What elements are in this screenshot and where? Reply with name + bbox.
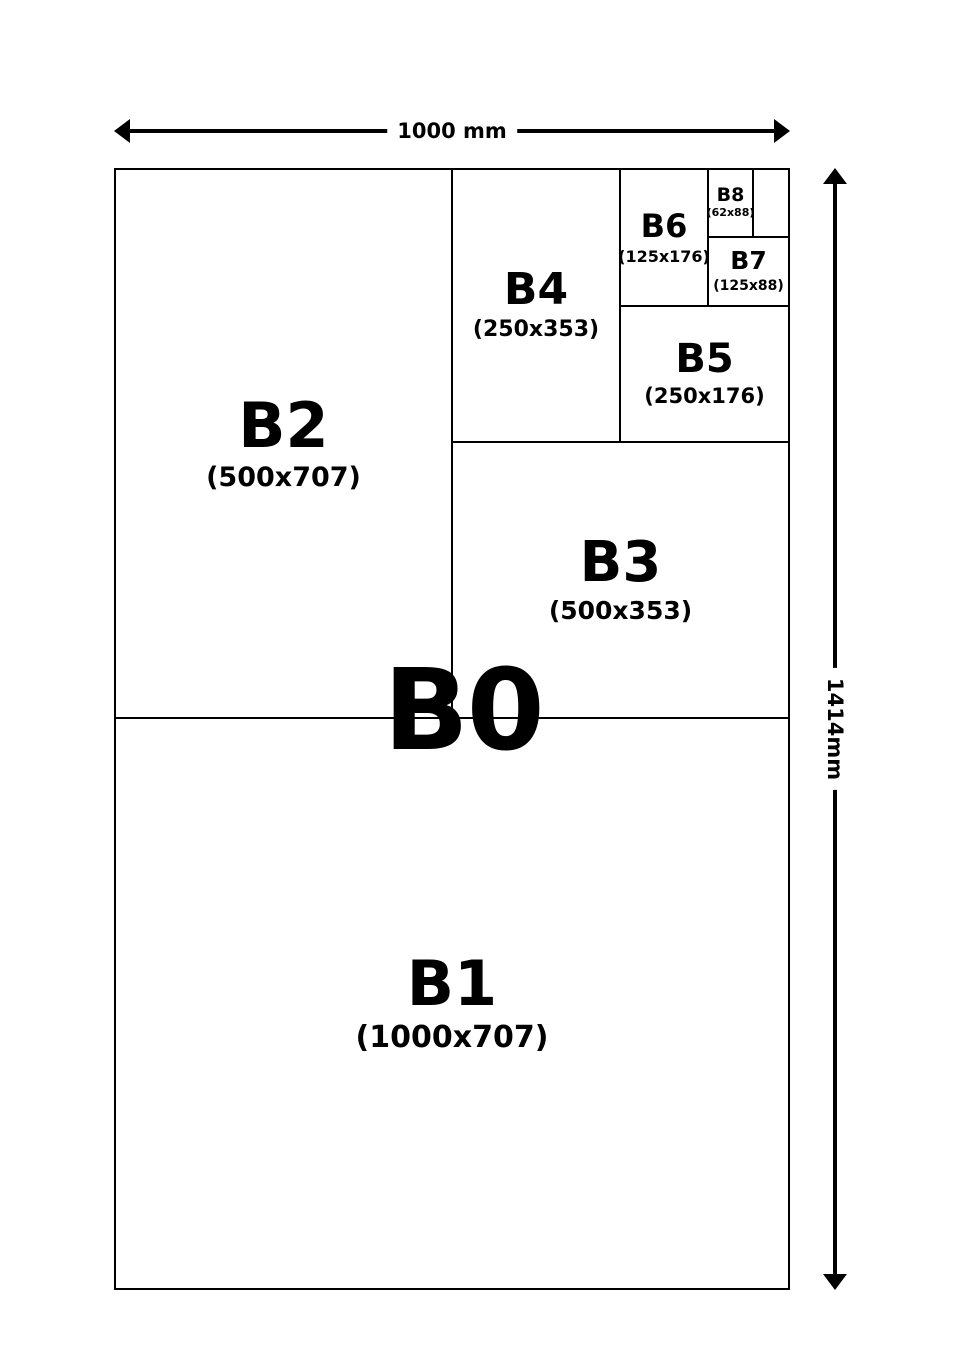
paper-box-b4 (452, 169, 620, 442)
paper-box-b7 (708, 237, 789, 306)
paper-box-b6-name: B6 (640, 206, 688, 245)
paper-box-b2-name: B2 (238, 388, 329, 462)
arrow-down-icon (823, 1274, 847, 1290)
width-dimension-label: 1000 mm (387, 113, 517, 149)
paper-box-b8-name: B8 (716, 184, 745, 207)
b0-sheet (114, 168, 790, 1290)
paper-box-b1-name: B1 (406, 947, 498, 1020)
paper-box-b9 (753, 169, 789, 237)
b0-label: B0 (383, 646, 543, 776)
paper-box-b8-dims: (62x88) (706, 206, 755, 220)
paper-box-b8 (708, 169, 753, 237)
paper-box-b2-dims: (500x707) (206, 461, 361, 493)
paper-box-b6 (620, 169, 708, 306)
paper-box-b3-name: B3 (579, 530, 662, 596)
paper-box-b5 (620, 306, 789, 442)
paper-box-b5-dims: (250x176) (644, 384, 765, 409)
paper-box-b2 (115, 169, 452, 718)
paper-box-b3-dims: (500x353) (548, 596, 693, 626)
paper-box-b1-dims: (1000x707) (355, 1020, 549, 1055)
paper-box-b7-name: B7 (730, 246, 767, 276)
paper-box-b5-name: B5 (675, 336, 734, 383)
paper-box-b7-dims: (125x88) (713, 278, 784, 295)
paper-box-b4-name: B4 (503, 264, 569, 316)
paper-box-b1 (115, 718, 789, 1289)
width-dimension (114, 113, 790, 147)
height-dimension (812, 168, 858, 1290)
arrow-right-icon (774, 119, 790, 143)
paper-box-b4-dims: (250x353) (472, 317, 600, 343)
height-dimension-label: 1414mm (817, 668, 853, 790)
paper-box-b3 (452, 442, 789, 718)
paper-box-b6-dims: (125x176) (618, 246, 710, 266)
